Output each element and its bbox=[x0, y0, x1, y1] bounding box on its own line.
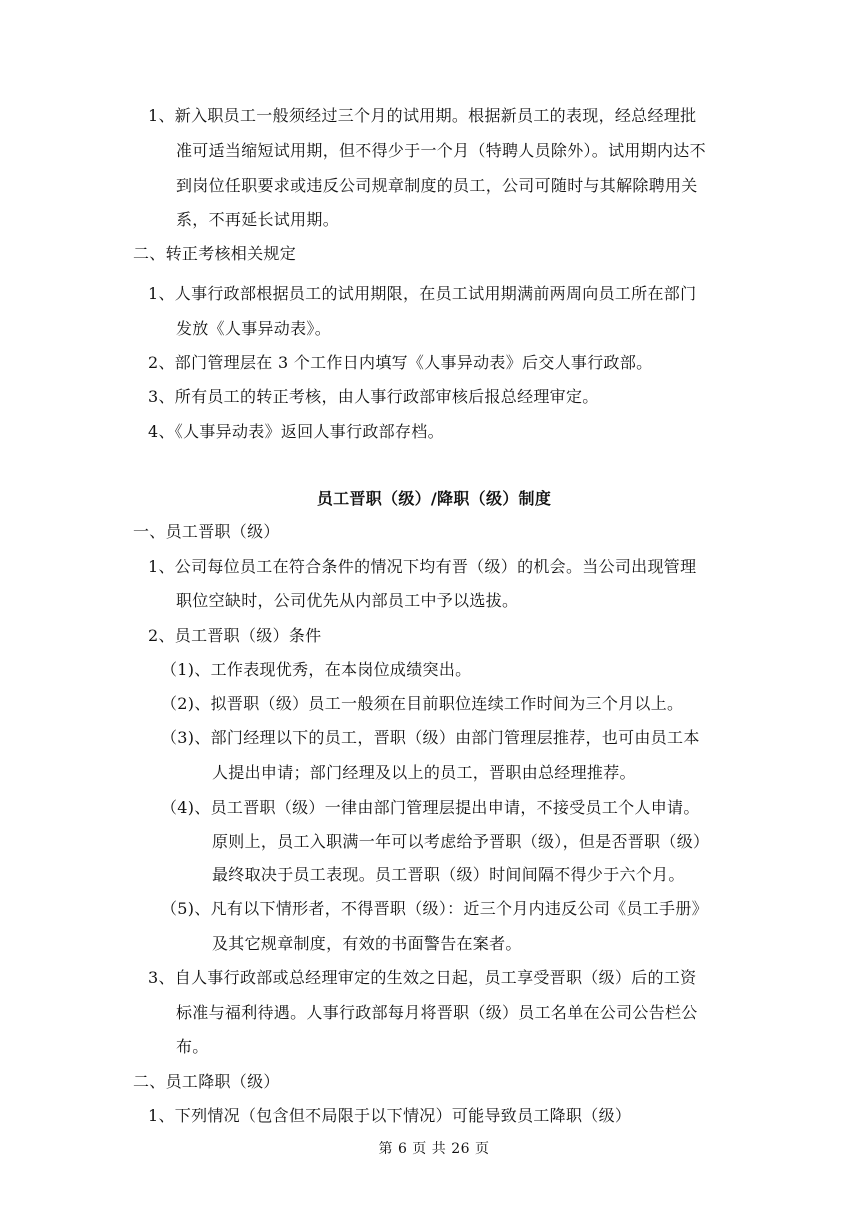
promotion-item-3-line-3: 布。 bbox=[176, 1037, 209, 1056]
promotion-condition-4-line-3: 最终取决于员工表现。员工晋职（级）时间间隔不得少于六个月。 bbox=[212, 865, 685, 884]
section-heading-promotion: 一、员工晋职（级） bbox=[133, 522, 280, 541]
probation-item-1-line-2: 准可适当缩短试用期，但不得少于一个月（特聘人员除外）。试用期内达不 bbox=[176, 141, 706, 160]
promotion-condition-3-line-1: （3)、部门经理以下的员工，晋职（级）由部门管理层推荐，也可由员工本 bbox=[161, 728, 700, 747]
promotion-condition-4-line-1: （4)、员工晋职（级）一律由部门管理层提出申请，不接受员工个人申请。 bbox=[161, 798, 700, 817]
confirmation-item-1-line-1: 1、人事行政部根据员工的试用期限，在员工试用期满前两周向员工所在部门 bbox=[148, 284, 697, 303]
page-footer: 第 6 页 共 26 页 bbox=[378, 1141, 490, 1157]
promotion-item-3-line-1: 3、自人事行政部或总经理审定的生效之日起，员工享受晋职（级）后的工资 bbox=[148, 968, 697, 987]
promotion-item-3-line-2: 标准与福利待遇。人事行政部每月将晋职（级）员工名单在公司公告栏公 bbox=[176, 1003, 698, 1022]
probation-item-1-line-3: 到岗位任职要求或违反公司规章制度的员工，公司可随时与其解除聘用关 bbox=[176, 176, 698, 195]
promotion-item-2: 2、员工晋职（级）条件 bbox=[148, 626, 322, 645]
promotion-condition-1: （1)、工作表现优秀，在本岗位成绩突出。 bbox=[161, 660, 472, 679]
confirmation-item-4: 4、《人事异动表》返回人事行政部存档。 bbox=[148, 422, 444, 441]
promotion-condition-5-line-1: （5)、凡有以下情形者，不得晋职（级）：近三个月内违反公司《员工手册》 bbox=[161, 899, 708, 918]
section-title-promotion-demotion: 员工晋职（级）/降职（级）制度 bbox=[316, 489, 552, 508]
section-heading-demotion: 二、员工降职（级） bbox=[133, 1072, 280, 1091]
probation-item-1-line-4: 系，不再延长试用期。 bbox=[176, 210, 340, 229]
probation-item-1-line-1: 1、新入职员工一般须经过三个月的试用期。根据新员工的表现，经总经理批 bbox=[148, 106, 697, 125]
promotion-condition-5-line-2: 及其它规章制度，有效的书面警告在案者。 bbox=[212, 934, 522, 953]
confirmation-item-1-line-2: 发放《人事异动表》。 bbox=[176, 319, 332, 338]
promotion-item-1-line-1: 1、公司每位员工在符合条件的情况下均有晋（级）的机会。当公司出现管理 bbox=[148, 557, 697, 576]
promotion-item-1-line-2: 职位空缺时，公司优先从内部员工中予以选拔。 bbox=[176, 591, 519, 610]
promotion-condition-3-line-2: 人提出申请；部门经理及以上的员工，晋职由总经理推荐。 bbox=[212, 763, 636, 782]
promotion-condition-2: （2)、拟晋职（级）员工一般须在目前职位连续工作时间为三个月以上。 bbox=[161, 694, 684, 713]
confirmation-item-3: 3、所有员工的转正考核，由人事行政部审核后报总经理审定。 bbox=[148, 387, 599, 406]
confirmation-item-2: 2、部门管理层在 3 个工作日内填写《人事异动表》后交人事行政部。 bbox=[148, 353, 653, 372]
section-heading-confirmation: 二、转正考核相关规定 bbox=[133, 244, 297, 263]
demotion-item-1: 1、下列情况（包含但不局限于以下情况）可能导致员工降职（级） bbox=[148, 1106, 632, 1125]
promotion-condition-4-line-2: 原则上，员工入职满一年可以考虑给予晋职（级），但是否晋职（级） bbox=[212, 832, 710, 851]
